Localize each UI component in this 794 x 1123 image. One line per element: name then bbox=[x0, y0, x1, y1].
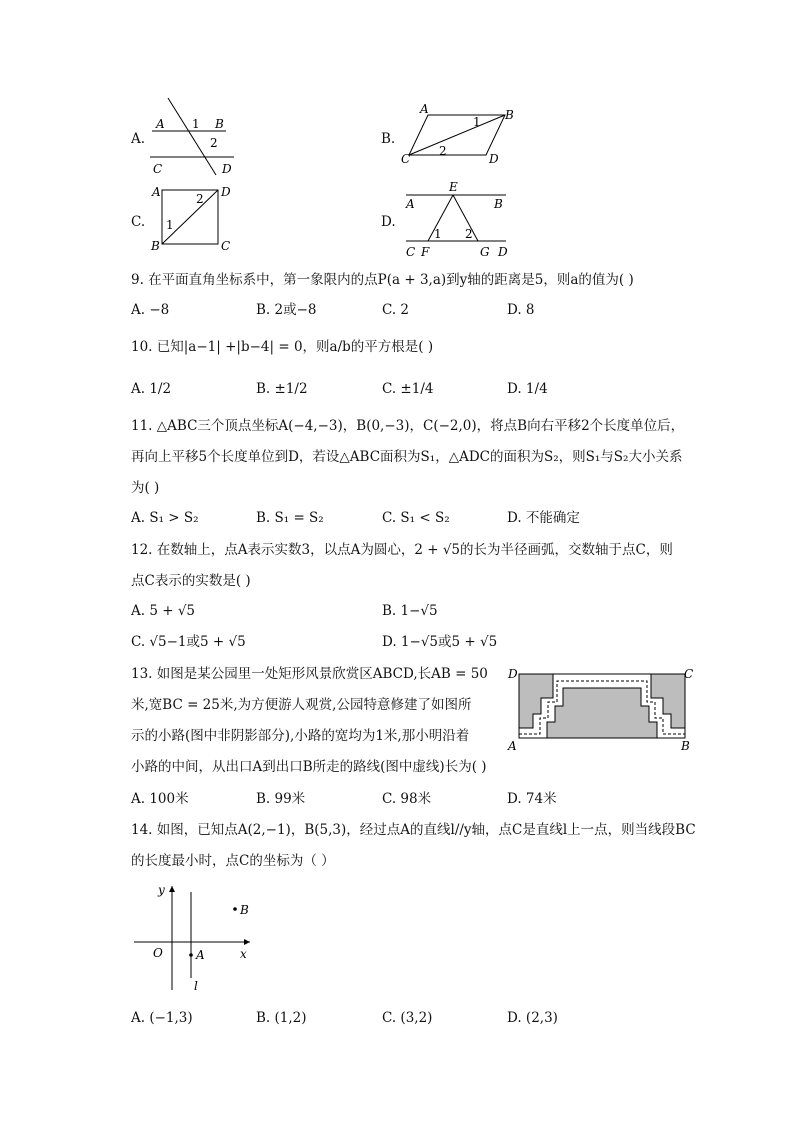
q9-option-d: D. 8 bbox=[507, 302, 535, 318]
q10-option-c: C. ±1/4 bbox=[382, 381, 434, 397]
q13-park-figure bbox=[505, 664, 695, 754]
q14-label-x: x bbox=[240, 947, 247, 961]
q8-option-c-label: C. bbox=[131, 214, 146, 230]
q8a-label-1: 1 bbox=[192, 117, 200, 131]
q14-option-c: C. (3,2) bbox=[382, 1010, 433, 1026]
q12-option-c: C. √5−1或5 + √5 bbox=[131, 634, 246, 650]
q11-option-a: A. S₁ > S₂ bbox=[131, 510, 199, 526]
q8a-label-2: 2 bbox=[210, 136, 218, 150]
q9-option-a: A. −8 bbox=[131, 302, 170, 318]
q13-label-b: B bbox=[681, 739, 690, 753]
q11-option-b: B. S₁ = S₂ bbox=[256, 510, 324, 526]
q12-stem-line1: 12. 在数轴上，点A表示实数3，以点A为圆心，2 + √5的长为半径画弧，交数轴于点C，则 bbox=[131, 542, 673, 558]
q8c-label-a: A bbox=[152, 185, 161, 199]
q14-label-y: y bbox=[158, 883, 165, 897]
q14-option-a: A. (−1,3) bbox=[131, 1010, 193, 1026]
q13-stem-line1: 13. 如图是某公园里一处矩形风景欣赏区ABCD,长AB = 50 bbox=[131, 666, 488, 682]
q13-stem-line2: 米,宽BC = 25米,为方便游人观赏,公园特意修建了如图所 bbox=[131, 697, 472, 713]
q8d-label-f: F bbox=[421, 245, 430, 259]
q9-stem: 9. 在平面直角坐标系中，第一象限内的点P(a + 3,a)到y轴的距离是5，则a的值为( ) bbox=[131, 272, 634, 288]
q14-coordinate-figure bbox=[128, 880, 268, 995]
q8-figure-c bbox=[148, 182, 238, 254]
q8a-label-b: B bbox=[215, 117, 224, 131]
q8c-label-c: C bbox=[221, 239, 231, 253]
q8b-label-1: 1 bbox=[473, 115, 481, 129]
q8b-label-c: C bbox=[401, 152, 411, 166]
q8a-label-d: D bbox=[222, 162, 232, 176]
q12-stem-line2: 点C表示的实数是( ) bbox=[131, 573, 251, 589]
q8c-label-b: B bbox=[151, 239, 160, 253]
q13-label-a: A bbox=[508, 739, 517, 753]
q14-option-d: D. (2,3) bbox=[507, 1010, 558, 1026]
q14-stem-line2: 的长度最小时，点C的坐标为（ ） bbox=[131, 853, 335, 869]
q9-option-b: B. 2或−8 bbox=[256, 302, 317, 318]
q14-label-o: O bbox=[153, 946, 163, 960]
q8d-label-1: 1 bbox=[434, 227, 442, 241]
q8d-label-g: G bbox=[480, 245, 490, 259]
q8d-label-2: 2 bbox=[465, 227, 473, 241]
q11-stem-line2: 再向上平移5个长度单位到D，若设△ABC面积为S₁，△ADC的面积为S₂，则S₁与S₂大小关系 bbox=[131, 449, 683, 465]
q13-option-b: B. 99米 bbox=[256, 791, 306, 807]
q10-option-b: B. ±1/2 bbox=[256, 381, 308, 397]
q13-label-c: C bbox=[684, 667, 694, 681]
q11-stem-line1: 11. △ABC三个顶点坐标A(−4,−3)，B(0,−3)，C(−2,0)，将点B向右平移2个长度单位后， bbox=[131, 418, 685, 434]
q8c-label-2: 2 bbox=[196, 192, 204, 206]
q8a-label-c: C bbox=[153, 162, 163, 176]
q12-option-d: D. 1−√5或5 + √5 bbox=[382, 634, 498, 650]
q10-option-a: A. 1/2 bbox=[131, 381, 172, 397]
q8d-label-b: B bbox=[494, 197, 503, 211]
q8b-label-d: D bbox=[489, 152, 499, 166]
q8c-label-d: D bbox=[221, 185, 231, 199]
q14-label-a: A bbox=[196, 948, 205, 962]
q13-stem-line4: 小路的中间，从出口A到出口B所走的路线(图中虚线)长为( ) bbox=[131, 759, 487, 775]
q10-option-d: D. 1/4 bbox=[507, 381, 548, 397]
q13-stem-line3: 示的小路(图中非阴影部分),小路的宽均为1米,那小明沿着 bbox=[131, 728, 470, 744]
q8-option-a-label: A. bbox=[131, 131, 146, 147]
q14-stem-line1: 14. 如图，已知点A(2,−1)，B(5,3)，经过点A的直线l//y轴，点C是直线l上一点，则当线段BC bbox=[131, 822, 696, 838]
q13-option-c: C. 98米 bbox=[382, 791, 432, 807]
q8-figure-d bbox=[398, 180, 518, 260]
q8-option-b-label: B. bbox=[381, 131, 396, 147]
q14-label-l: l bbox=[194, 979, 198, 993]
q11-option-c: C. S₁ < S₂ bbox=[382, 510, 450, 526]
q8b-label-b: B bbox=[505, 108, 514, 122]
q10-stem: 10. 已知|a−1| +|b−4| = 0，则a/b的平方根是( ) bbox=[131, 339, 434, 355]
q14-label-b: B bbox=[240, 903, 249, 917]
q8d-label-a: A bbox=[406, 197, 415, 211]
q11-stem-line3: 为( ) bbox=[131, 480, 160, 496]
q8-figure-a bbox=[148, 95, 243, 180]
q13-option-d: D. 74米 bbox=[507, 791, 557, 807]
q8b-label-a: A bbox=[420, 103, 429, 116]
q12-option-b: B. 1−√5 bbox=[382, 603, 438, 619]
q8d-label-d: D bbox=[498, 245, 508, 259]
q8c-label-1: 1 bbox=[166, 218, 174, 232]
q8d-label-e: E bbox=[449, 180, 458, 194]
q8a-label-a: A bbox=[156, 117, 165, 131]
q8-option-d-label: D. bbox=[381, 214, 396, 230]
q12-option-a: A. 5 + √5 bbox=[131, 603, 196, 619]
q9-option-c: C. 2 bbox=[382, 302, 410, 318]
q8d-label-c: C bbox=[406, 245, 416, 259]
q14-option-b: B. (1,2) bbox=[256, 1010, 307, 1026]
q11-option-d: D. 不能确定 bbox=[507, 510, 580, 526]
q8b-label-2: 2 bbox=[439, 144, 447, 158]
q13-option-a: A. 100米 bbox=[131, 791, 189, 807]
q13-label-d: D bbox=[508, 667, 518, 681]
q8-figure-b bbox=[398, 103, 518, 171]
